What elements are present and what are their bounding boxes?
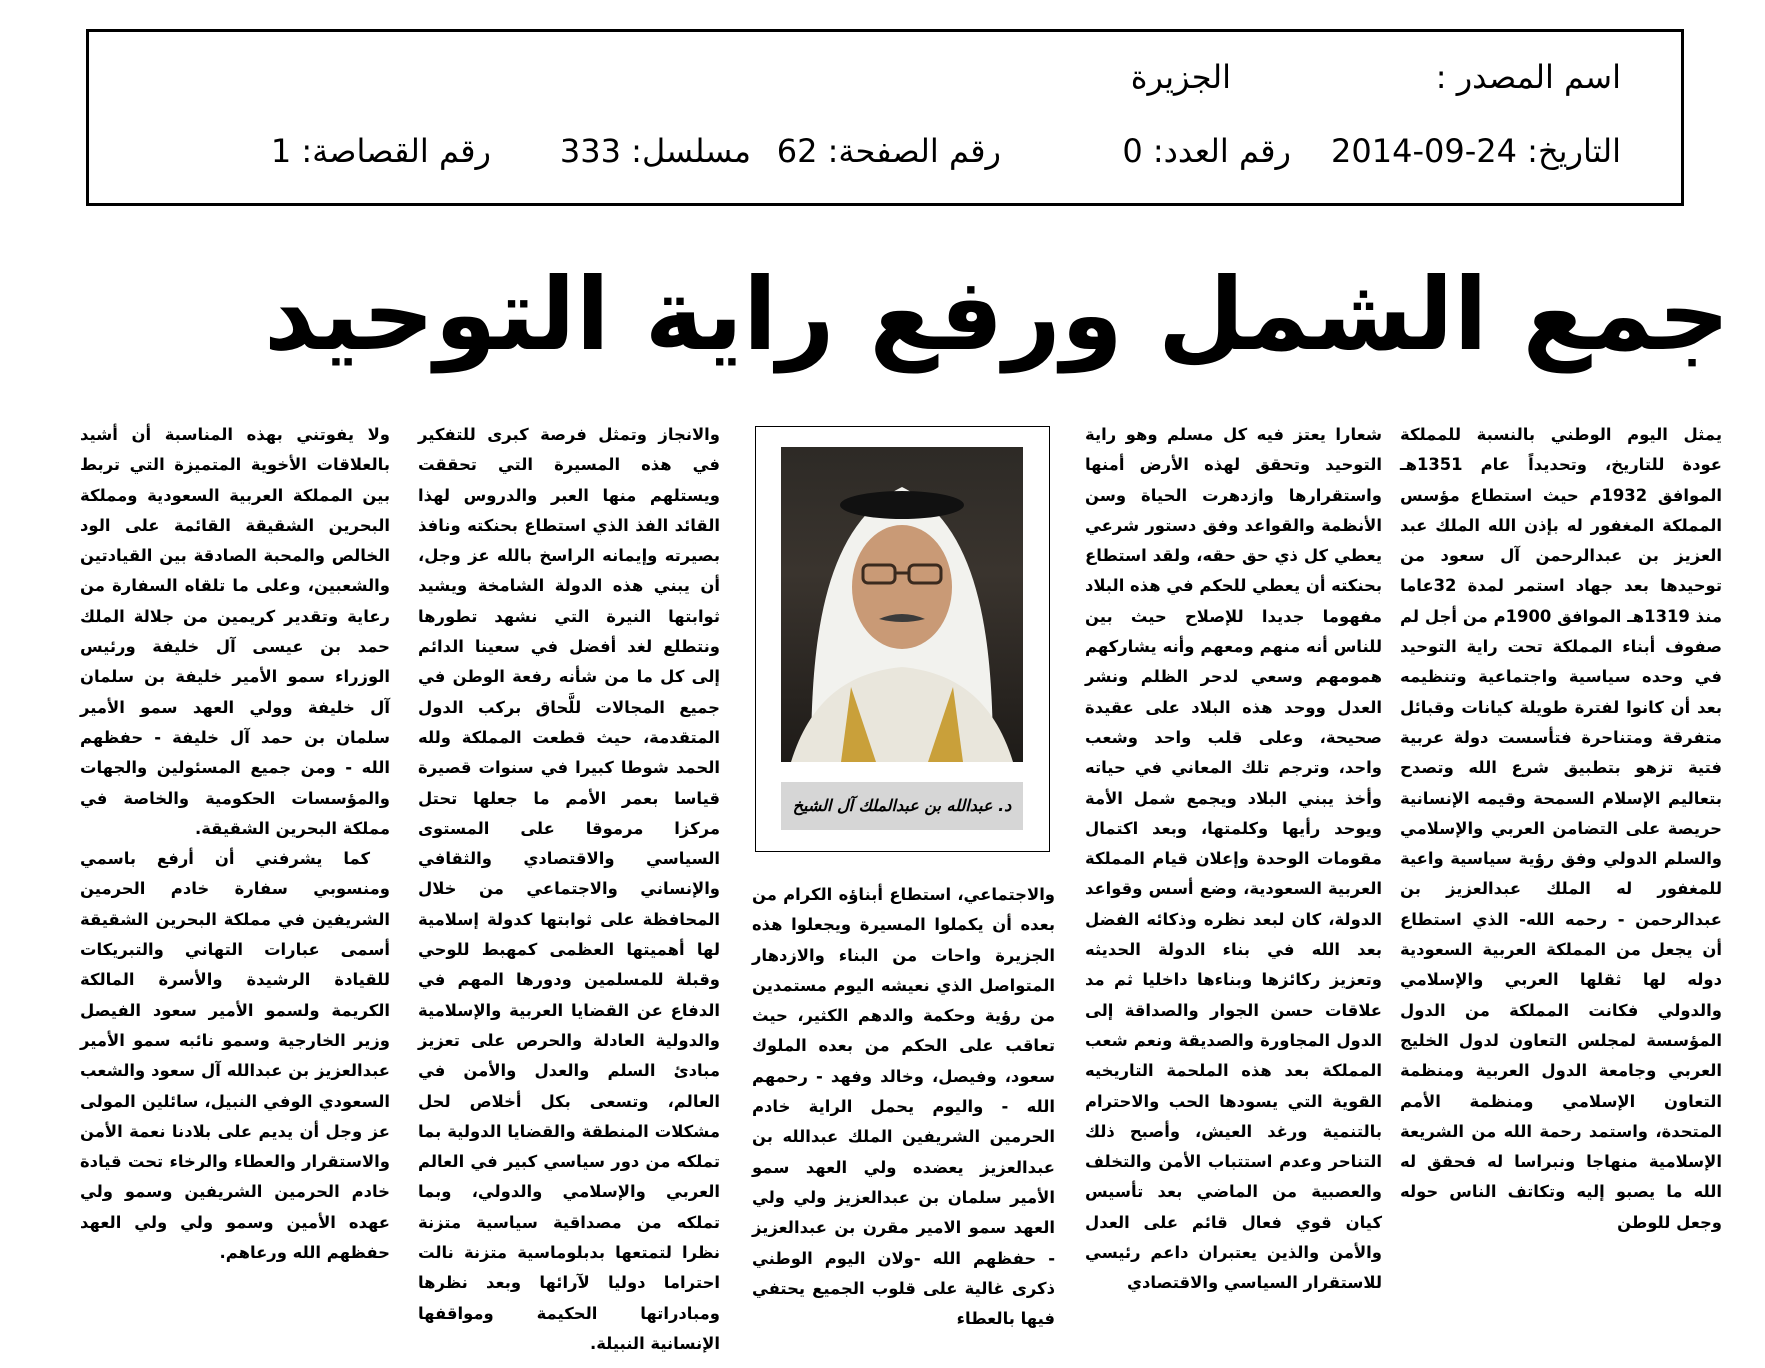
article-headline: جمع الشمل ورفع راية التوحيد [263,256,1730,373]
issue-number-field: رقم العدد: 0 [1122,132,1291,170]
source-info-box [86,29,1684,206]
serial-field: مسلسل: 333 [559,132,751,170]
article-column-4 [418,420,720,1353]
paragraph: والاجتماعي، استطاع أبناؤه الكرام من بعده أن يكملوا المسيرة ويجعلوا هذه الجزيرة واحات من البناء والازدهار المتواصل الذي نعيشه اليوم مستمدين من رؤية وحكمة والدهم الكثير، حيث تعاقب على الحكم من بعده الملوك سعود، وفيصل، وخالد وفهد - رحمهم الله - واليوم يحمل الراية خادم الحرمين الشريفين الملك عبدالله بن عبدالعزيز يعضده ولي العهد سمو الأمير سلمان بن عبدالعزيز ولي ولي العهد سمو الامير مقرن بن عبدالعزيز - حفظهم الله -ولان اليوم الوطني ذكرى غالية على قلوب الجميع يحتفي فيها بالعطاء [752,885,1055,1329]
source-label: اسم المصدر : [1435,58,1621,96]
paragraph: والانجاز وتمثل فرصة كبرى للتفكير في هذه المسيرة التي تحققت ويستلهم منها العبر والدروس لهذا القائد الفذ الذي استطاع بحنكته ونافذ بصيرته وإيمانه الراسخ بالله عز وجل، أن يبني هذه الدولة الشامخة ويشيد ثوابتها النيرة التي نشهد تطورها ونتطلع لغد أفضل في سعينا الدائم إلى كل ما من شأنه رفعة الوطن في جميع المجالات للَّحاق بركب الدول المتقدمة، حيث قطعت المملكة ولله الحمد شوطا كبيرا في سنوات قصيرة قياسا بعمر الأمم ما جعلها تحتل مركزا مرموقا على المستوى السياسي والاقتصادي والثقافي والإنساني والاجتماعي من خلال المحافظة على ثوابتها كدولة إسلامية لها أهميتها العظمى كمهبط للوحي وقبلة للمسلمين ودورها المهم في الدفاع عن القضايا العربية والإسلامية والدولية العادلة والحرص على تعزيز مبادئ السلم والعدل والأمن في العالم، وتسعى بكل أخلاص لحل مشكلات المنطقة والقضايا الدولية بما تملكه من دور سياسي كبير في العالم العربي والإسلامي والدولي، وبما تملكه من مصداقية سياسية متزنة نظرا لتمتعها بدبلوماسية متزنة نالت احتراما دوليا لآرائها وبعد نظرها ومبادراتها الحكيمة ومواقفها الإنسانية النبيلة. [418,425,720,1353]
author-photo [781,447,1023,762]
paragraph: شعارا يعتز فيه كل مسلم وهو راية التوحيد وتحقق لهذه الأرض أمنها واستقرارها وازدهرت الحياة وسن الأنظمة والقواعد وفق دستور شرعي يعطي كل ذي حق حقه، ولقد استطاع بحنكته أن يعطي للحكم في هذه البلاد مفهوما جديدا للإصلاح حيث بين للناس أنه منهم ومعهم وأنه يشاركهم همومهم وسعي لدحر الظلم ونشر العدل ووحد هذه البلاد على عقيدة صحيحة، وعلى قلب واحد وشعب واحد، وترجم تلك المعاني في حياته وأخذ يبني البلاد ويجمع شمل الأمة ويوحد رأيها وكلمتها، وبعد اكتمال مقومات الوحدة وإعلان قيام المملكة العربية السعودية، وضع أسس وقواعد الدولة، كان لبعد نظره وذكائه الفضل بعد الله في بناء الدولة الحديثه وتعزيز ركائزها وبناءها داخليا ثم مد علاقات حسن الجوار والصداقة إلى الدول المجاورة والصديقة ونعم شعب المملكة بعد هذه الملحمة التاريخيه القوية التي يسودها الحب والاحترام بالتنمية ورغد العيش، وأصبح ذلك التناحر وعدم استتباب الأمن والتخلف والعصبية من الماضي بعد تأسيس كيان قوي فعال قائم على العدل والأمن والذين يعتبران داعم رئيسي للاستقرار السياسي والاقتصادي [1085,425,1382,1293]
date-field: التاريخ: 24-09-2014 [1331,132,1621,170]
publication-details-row [149,128,1621,174]
source-row [149,54,1621,100]
article-column-5 [80,420,390,1330]
article-column-1 [1400,420,1722,1330]
paragraph: ولا يفوتني بهذه المناسبة أن أشيد بالعلاقات الأخوية المتميزة التي تربط بين المملكة العربية السعودية ومملكة البحرين الشقيقة القائمة على الود الخالص والمحبة الصادقة بين القيادتين والشعبين، وعلى ما تلقاه السفارة من رعاية وتقدير كريمين من جلالة الملك حمد بن عيسى آل خليفة ورئيس الوزراء سمو الأمير خليفة بن سلمان آل خليفة وولي العهد سمو الأمير سلمان بن حمد آل خليفة - حفظهم الله - ومن جميع المسئولين والجهات والمؤسسات الحكومية والخاصة في مملكة البحرين الشقيقة. [80,425,390,838]
paragraph: كما يشرفني أن أرفع باسمي ومنسوبي سفارة خادم الحرمين الشريفين في مملكة البحرين الشقيقة أسمى عبارات التهاني والتبريكات للقيادة الرشيدة والأسرة المالكة الكريمة ولسمو الأمير سعود الفيصل وزير الخارجية وسمو نائبه سمو الأمير عبدالعزيز بن عبدالله آل سعود والشعب السعودي الوفي النبيل، سائلين المولى عز وجل أن يديم على بلادنا نعمة الأمن والاستقرار والعطاء والرخاء تحت قيادة خادم الحرمين الشريفين وسمو ولي عهده الأمين وسمو ولي ولي العهد حفظهم الله ورعاهم. [80,849,390,1263]
source-value: الجزيرة [1130,58,1231,96]
clip-number-field: رقم القصاصة: 1 [270,132,491,170]
photo-caption: د. عبدالله بن عبدالملك آل الشيخ [781,782,1023,830]
page-number-field: رقم الصفحة: 62 [776,132,1001,170]
article-column-3 [752,880,1055,1330]
article-column-2 [1085,420,1382,1330]
author-photo-frame [755,426,1050,852]
paragraph: يمثل اليوم الوطني بالنسبة للمملكة عودة للتاريخ، وتحديداً عام 1351هـ الموافق 1932م حيث استطاع مؤسس المملكة المغفور له بإذن الله الملك عبد العزيز بن عبدالرحمن آل سعود من توحيدها بعد جهاد استمر لمدة 32عاما منذ 1319هـ الموافق 1900م من أجل لم صفوف أبناء المملكة تحت راية التوحيد في وحده سياسية واجتماعية وتنظيمه بعد أن كانوا لفترة طويلة كيانات وقبائل متفرقة ومتناحرة فتأسست دولة عربية فتية تزهو بتطبيق شرع الله وتصدح بتعاليم الإسلام السمحة وقيمه الإنسانية حريصة على التضامن العربي والإسلامي والسلم الدولي وفق رؤية سياسية واعية للمغفور له الملك عبدالعزيز بن عبدالرحمن - رحمه الله- الذي استطاع أن يجعل من المملكة العربية السعودية دوله لها ثقلها العربي والإسلامي والدولي فكانت المملكة من الدول المؤسسة لمجلس التعاون لدول الخليج العربي وجامعة الدول العربية ومنظمة التعاون الإسلامي ومنظمة الأمم المتحدة، واستمد رحمة الله من الشريعة الإسلامية منهاجا ونبراسا له فحقق له الله ما يصبو إليه وتكاتف الناس حوله وجعل للوطن [1400,425,1722,1232]
